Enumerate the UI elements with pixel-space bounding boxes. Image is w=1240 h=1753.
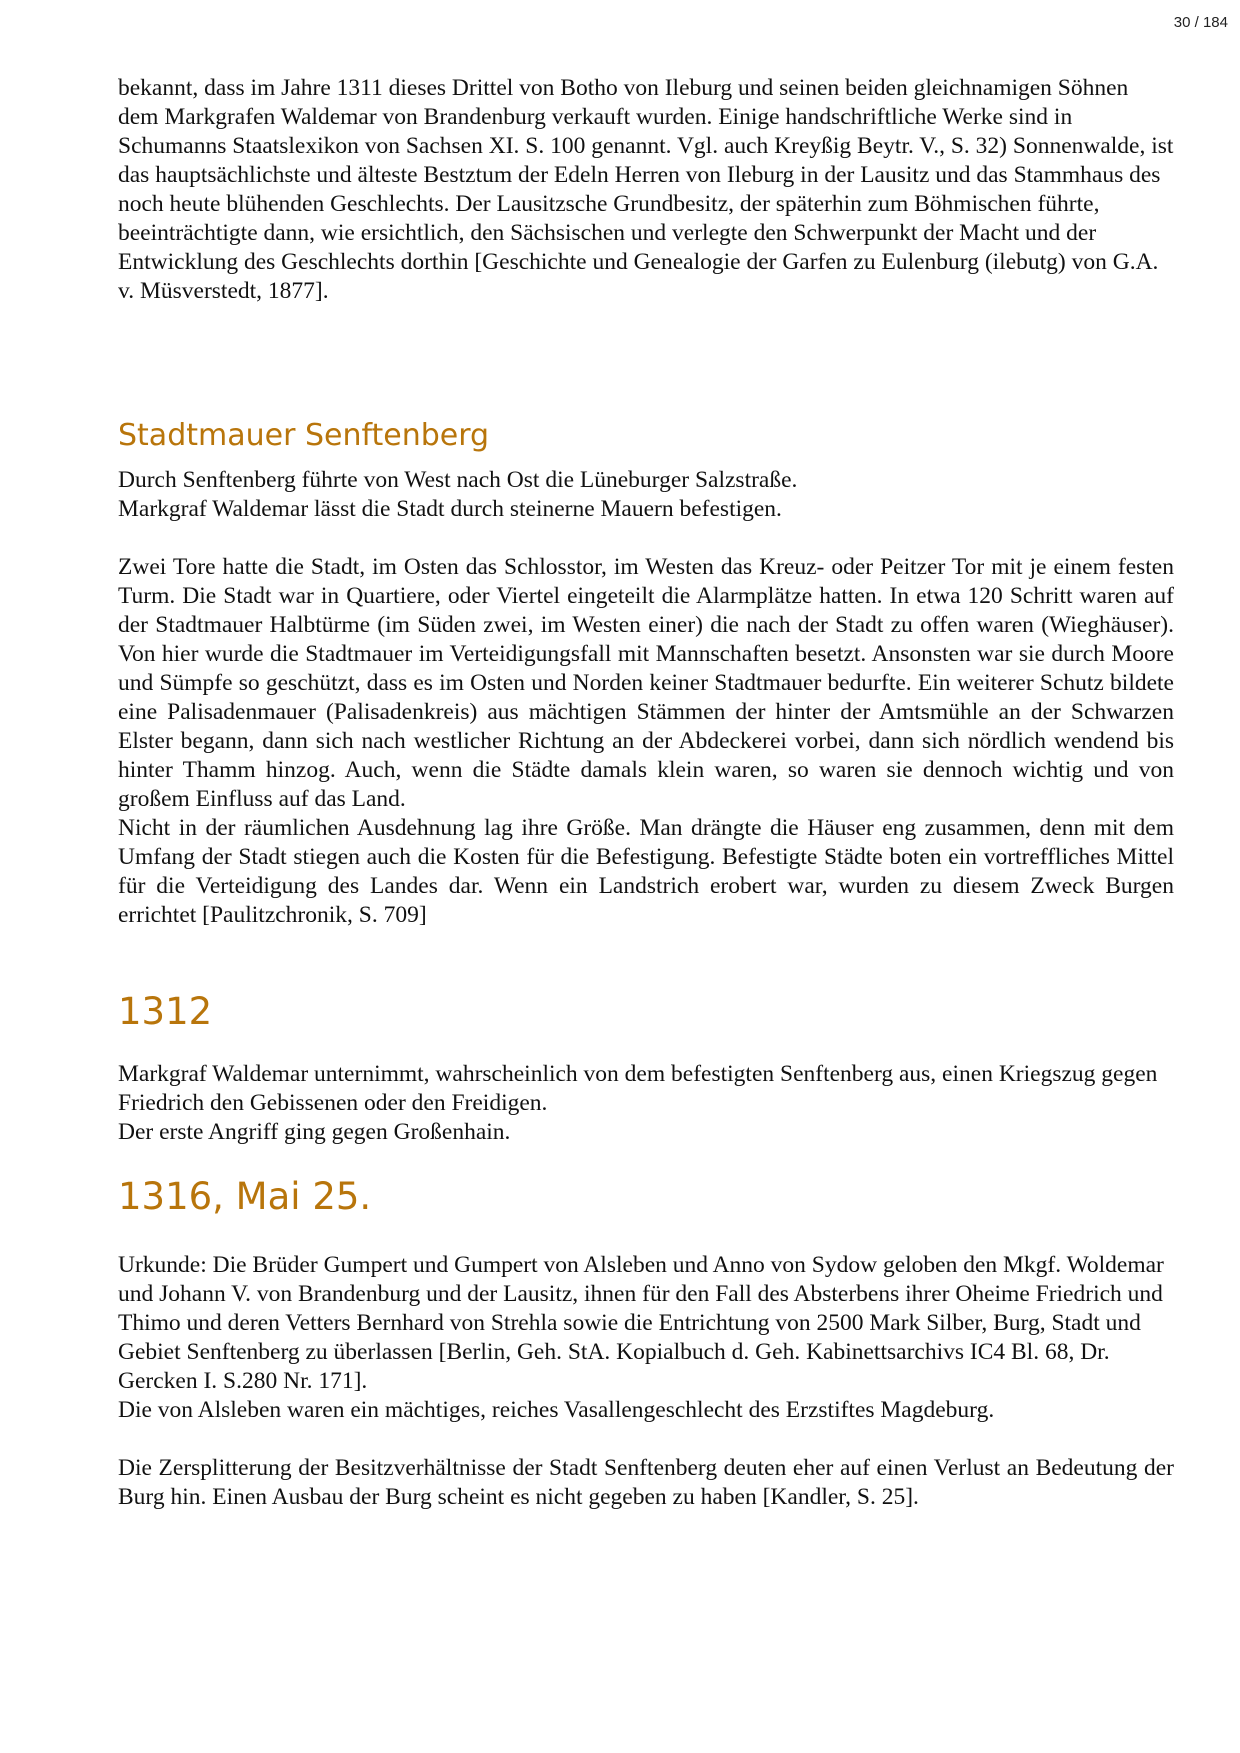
heading-1316: 1316, Mai 25. (118, 1175, 372, 1218)
year1316-paragraph-3: Die Zersplitterung der Besitzverhältnisse der Stadt Senftenberg deuten eher auf einen Verlust an Bedeutung der Burg hin. Einen Ausbau der Burg scheint es nicht gegeben zu haben [Kandler, S. 25]. (118, 1455, 1174, 1510)
heading-1312: 1312 (118, 990, 213, 1033)
document-body (118, 74, 1174, 1512)
year1316-paragraph-1: Urkunde: Die Brüder Gumpert und Gumpert von Alsleben und Anno von Sydow geloben den Mkgf. Woldemar und Johann V. von Brandenburg und der Lausitz, ihnen für den Fall des Absterbens ihrer Oheime Friedrich und Thimo und deren Vetters Bernhard von Strehla sowie die Entrichtung von 2500 Mark Silber, Burg, Stadt und Gebiet Senftenberg zu überlassen [Berlin, Geh. StA. Kopialbuch d. Geh. Kabinettsarchivs IC4 Bl. 68, Dr. Gercken I. S.280 Nr. 171]. (118, 1252, 1164, 1394)
year1312-line-1: Markgraf Waldemar unternimmt, wahrscheinlich von dem befestigten Senftenberg aus, einen Kriegszug gegen Friedrich den Gebissenen oder den Freidigen. (118, 1061, 1158, 1116)
page-number: 30 / 184 (1173, 14, 1228, 31)
heading-stadtmauer: Stadtmauer Senftenberg (118, 418, 490, 453)
stadtmauer-paragraph-2: Nicht in der räumlichen Ausdehnung lag ihre Größe. Man drängte die Häuser eng zusammen, denn mit dem Umfang der Stadt stiegen auch die Kosten für die Befestigung. Befestigte Städte boten ein vortreffliches Mittel für die Verteidigung des Landes dar. Wenn ein Landstrich erobert war, wurden zu diesem Zweck Burgen errichtet [Paulitzchronik, S. 709] (118, 815, 1174, 928)
paragraph-gap (118, 524, 1174, 553)
year1312-line-2: Der erste Angriff ging gegen Großenhain. (118, 1119, 511, 1145)
stadtmauer-paragraph-1: Zwei Tore hatte die Stadt, im Osten das Schlosstor, im Westen das Kreuz- oder Peitzer Tor mit je einem festen Turm. Die Stadt war in Quartiere, oder Viertel eingeteilt die Alarmplätze hatten. In etwa 120 Schritt waren auf der Stadtmauer Halbtürme (im Süden zwei, im Westen einer) die nach der Stadt zu offen waren (Wieghäuser). Von hier wurde die Stadtmauer im Verteidigungsfall mit Mannschaften besetzt. Ansonsten war sie durch Moore und Sümpfe so geschützt, dass es im Osten und Norden keiner Stadtmauer bedurfte. Ein weiterer Schutz bildete eine Palisadenmauer (Palisadenkreis) aus mächtigen Stämmen der hinter der Amtsmühle an der Schwarzen Elster begann, dann sich nach westlicher Richtung an der Abdeckerei vorbei, dann sich nördlich wendend bis hinter Thamm hinzog. Auch, wenn die Städte damals klein waren, so waren sie dennoch wichtig und von großem Einfluss auf das Land. (118, 554, 1174, 812)
year1316-paragraph-2: Die von Alsleben waren ein mächtiges, reiches Vasallengeschlecht des Erzstiftes Magdeburg. (118, 1397, 995, 1423)
stadtmauer-line-2: Markgraf Waldemar lässt die Stadt durch steinerne Mauern befestigen. (118, 496, 782, 522)
paragraph-gap (118, 1425, 1174, 1454)
stadtmauer-line-1: Durch Senftenberg führte von West nach Ost die Lüneburger Salzstraße. (118, 467, 798, 493)
intro-paragraph: bekannt, dass im Jahre 1311 dieses Drittel von Botho von Ileburg und seinen beiden gleichnamigen Söhnen dem Markgrafen Waldemar von Brandenburg verkauft wurden. Einige handschriftliche Werke sind in Schumanns Staatslexikon von Sachsen XI. S. 100 genannt. Vgl. auch Kreyßig Beytr. V., S. 32) Sonnenwalde, ist das hauptsächlichste und älteste Bestztum der Edeln Herren von Ileburg in der Lausitz und das Stammhaus des noch heute blühenden Geschlechts. Der Lausitzsche Grundbesitz, der späterhin zum Böhmischen führte, beeinträchtigte dann, wie ersichtlich, den Sächsischen und verlegte den Schwerpunkt der Macht und der Entwicklung des Geschlechts dorthin [Geschichte und Genealogie der Garfen zu Eulenburg (ilebutg) von G.A. v. Müsverstedt, 1877]. (118, 75, 1174, 304)
